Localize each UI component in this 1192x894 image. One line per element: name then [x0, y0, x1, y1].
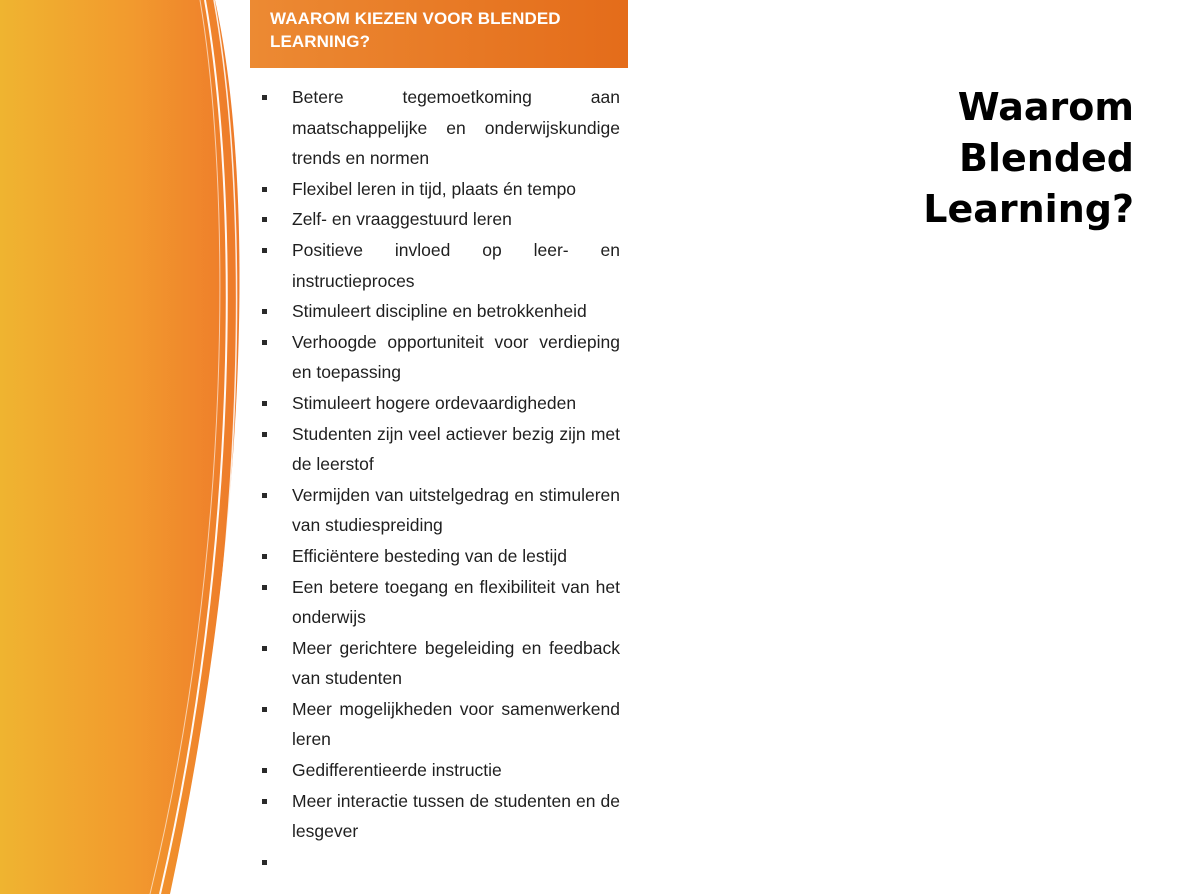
list-item: Meer interactie tussen de studenten en de lesgever	[260, 786, 620, 847]
excerpt-header	[250, 0, 628, 68]
square-bullet-icon	[262, 187, 267, 192]
decorative-side-band	[0, 0, 260, 894]
square-bullet-icon	[262, 646, 267, 651]
list-item: Betere tegemoetkoming aan maatschappelijke en onderwijskundige trends en normen	[260, 82, 620, 174]
list-item: Gedifferentieerde instructie	[260, 755, 620, 786]
slide-title	[804, 82, 1134, 235]
list-item: Vermijden van uitstelgedrag en stimuleren van studiespreiding	[260, 480, 620, 541]
list-item: Stimuleert hogere ordevaardigheden	[260, 388, 620, 419]
square-bullet-icon	[262, 217, 267, 222]
square-bullet-icon	[262, 248, 267, 253]
reasons-list	[260, 82, 620, 867]
list-item: Flexibel leren in tijd, plaats én tempo	[260, 174, 620, 205]
list-item: Meer mogelijkheden voor samenwerkend leren	[260, 694, 620, 755]
list-item: Meer gerichtere begeleiding en feedback van studenten	[260, 633, 620, 694]
square-bullet-icon	[262, 707, 267, 712]
square-bullet-icon	[262, 432, 267, 437]
list-item: Een betere toegang en flexibiliteit van het onderwijs	[260, 572, 620, 633]
square-bullet-icon	[262, 860, 267, 865]
square-bullet-icon	[262, 799, 267, 804]
swoosh-graphic	[0, 0, 260, 894]
square-bullet-icon	[262, 309, 267, 314]
list-item: Verhoogde opportuniteit voor verdieping en toepassing	[260, 327, 620, 388]
square-bullet-icon	[262, 340, 267, 345]
square-bullet-icon	[262, 95, 267, 100]
list-item: Efficiëntere besteding van de lestijd	[260, 541, 620, 572]
list-item-cut-off	[260, 847, 620, 867]
slide-title-line: Learning?	[923, 187, 1134, 231]
slide-title-line: Blended	[959, 136, 1134, 180]
list-item: Studenten zijn veel actiever bezig zijn met de leerstof	[260, 419, 620, 480]
list-item: Stimuleert discipline en betrokkenheid	[260, 296, 620, 327]
slide-title-line: Waarom	[957, 85, 1134, 129]
square-bullet-icon	[262, 493, 267, 498]
square-bullet-icon	[262, 585, 267, 590]
document-excerpt	[250, 0, 628, 894]
square-bullet-icon	[262, 401, 267, 406]
list-item: Positieve invloed op leer- en instructieproces	[260, 235, 620, 296]
list-item: Zelf- en vraaggestuurd leren	[260, 204, 620, 235]
excerpt-header-title: WAAROM KIEZEN VOOR BLENDED LEARNING?	[270, 9, 561, 51]
square-bullet-icon	[262, 768, 267, 773]
square-bullet-icon	[262, 554, 267, 559]
